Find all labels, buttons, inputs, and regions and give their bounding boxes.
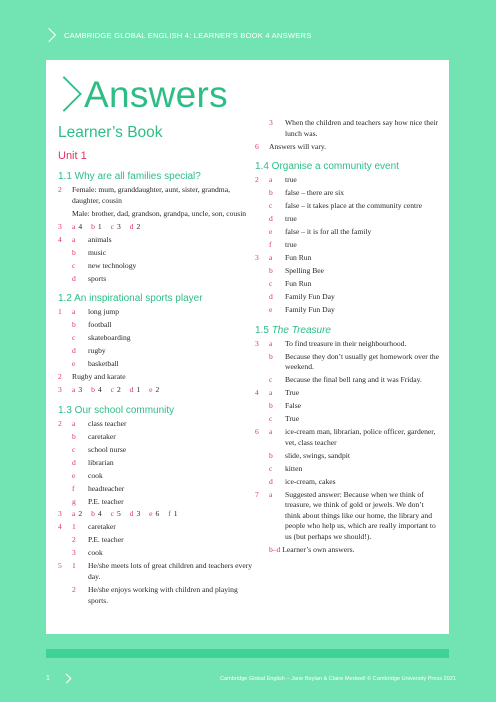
answer-row [255,339,440,350]
question-number: 4 [255,388,259,398]
content-panel [46,60,449,634]
answer-text: ice-cream, cakes [285,476,336,486]
section-heading: 1.1 Why are all families special? [58,171,201,182]
answer-row [58,274,258,285]
answer-text: caretaker [88,522,116,532]
answer-text: ice-cream man, librarian, police officer, gardener, vet, class teacher [285,427,436,447]
answer-value: 3 [78,385,83,394]
answer-text: Because they don’t usually get homework over the weekend. [285,351,440,372]
answer-letter: b [72,431,76,441]
answer-text: false – there are six [285,188,345,198]
answer-row [58,248,258,259]
answer-letter: c [110,221,114,231]
answer-row [255,477,440,488]
answer-value: 6 [155,509,160,519]
section-heading [255,325,440,336]
answer-letter: 2 [72,535,76,545]
answer-text: True [285,414,300,424]
answer-row [255,214,440,225]
answer-letter: d [72,273,76,283]
answer-value: 2 [155,385,160,394]
question-number: 3 [255,253,259,263]
answer-letter: a [269,253,273,263]
left-column [58,124,258,609]
answer-row [58,385,258,396]
answer-text: Because the final bell rang and it was Friday. [285,375,422,385]
answer-value: 3 [136,509,141,519]
answer-row [58,509,258,520]
answer-row [58,445,258,456]
answer-letter: b [72,247,76,257]
question-number: 2 [58,418,62,428]
chevron-right-icon [42,28,56,42]
answer-text: animals [88,234,112,244]
question-number: 6 [255,141,259,151]
answer-text: Family Fun Day [285,292,335,302]
answer-row [255,266,440,277]
answer-letter: d [269,476,273,486]
answer-text: Spelling Bee [285,266,325,276]
unit-heading: Unit 1 [58,150,87,162]
answer-value: 1 [136,385,141,394]
answer-letter: b [91,221,95,231]
answer-text: He/she enjoys working with children and playing sports. [88,585,238,605]
answer-text: cook [88,548,103,558]
answer-letter: a [269,338,273,348]
answer-row [58,185,258,206]
answer-text: Fun Run [285,253,312,263]
answer-row [255,227,440,238]
answer-letter: f [168,509,171,519]
section-heading: 1.4 Organise a community event [255,161,399,173]
question-number: 5 [58,561,62,571]
answer-text: Rugby and karate [72,372,126,382]
answer-letter: e [269,227,273,237]
answer-text: kitten [285,463,303,473]
answer-row [58,359,258,370]
answer-letter: b–d [269,545,281,554]
answer-text: class teacher [88,418,127,428]
answer-row [58,419,258,430]
answer-row [58,548,258,559]
answer-text: P.E. teacher [88,496,124,506]
answer-value: 4 [97,509,102,519]
answer-row [255,375,440,386]
section-heading: 1.3 Our school community [58,404,175,416]
answer-text: long jump [88,307,120,317]
answer-text: cook [88,470,103,480]
answer-letter: d [129,509,134,519]
answer-value: 1 [173,509,178,519]
answer-row [255,175,440,186]
answer-letter: a [72,307,76,317]
answer-row [58,222,258,233]
book-heading: Learner’s Book [58,124,163,141]
question-number: 1 [58,307,62,317]
answer-row [255,401,440,412]
answer-letter: b [269,266,273,276]
answer-letter: c [110,509,114,519]
answer-text: He/she meets lots of great children and teachers every day. [88,561,253,582]
page-number: 1 [46,675,50,682]
answer-letter: 1 [72,561,76,571]
answer-row [255,414,440,425]
question-number: 2 [58,372,62,382]
answer-letter: c [269,375,273,385]
answer-letter: 3 [269,118,273,127]
question-number: 6 [255,427,259,437]
answer-letter: b [91,509,95,519]
answer-letter: b [269,450,273,460]
answer-text: false – it is for all the family [285,227,372,237]
chevron-right-icon [46,76,82,112]
answer-row [255,451,440,462]
answer-row [255,427,440,448]
answer-row [255,188,440,199]
page-title: Answers [84,74,228,115]
answer-row [58,471,258,482]
answer-row [255,201,440,212]
answer-letter: a [269,388,273,398]
answer-letter: b [72,320,76,330]
answer-letter: d [129,385,134,394]
answer-row [58,458,258,469]
answer-letter: g [72,496,76,506]
answer-text: Female: mum, granddaughter, aunt, sister, grandma, daughter, cousin [72,185,230,205]
answer-letter: c [72,260,76,270]
answer-letter: c [269,414,273,424]
answer-value: 1 [97,221,102,231]
answer-letter: c [72,333,76,343]
answer-row [58,484,258,495]
answer-text: Learner’s own answers. [282,545,355,554]
answer-row [58,320,258,331]
chevron-right-icon [62,674,72,684]
answer-row [58,307,258,318]
answer-letter: c [269,201,273,211]
answer-text: true [285,240,297,250]
answer-letter: e [149,385,153,394]
answer-row [58,235,258,246]
answer-text: true [285,175,297,185]
answer-letter: a [72,509,76,519]
answer-letter: a [269,489,273,499]
question-number: 4 [58,522,62,532]
answer-letter: c [269,463,273,473]
answer-text: Fun Run [285,279,312,289]
answer-value: 2 [116,385,121,394]
answer-row [255,545,440,556]
answer-text: P.E. teacher [88,535,124,545]
answer-value: 3 [116,221,121,231]
answer-row [255,118,440,139]
answer-letter: d [72,346,76,356]
answer-row [58,261,258,272]
answer-letter: a [72,221,76,231]
answer-text: headteacher [88,483,125,493]
answer-row [58,497,258,508]
answer-text: football [88,320,112,330]
answer-row [255,279,440,290]
answer-row [255,142,440,153]
answer-row [58,535,258,546]
answer-letter: a [72,418,76,428]
answer-text: true [285,214,297,224]
answer-row [255,292,440,303]
answer-letter: e [72,359,76,369]
answer-row [58,561,258,582]
answer-letter: d [269,292,273,302]
question-number: 7 [255,489,259,499]
answer-letter: 3 [72,548,76,558]
answer-letter: d [269,214,273,224]
answer-letter: a [72,385,76,394]
answer-text: False [285,401,302,411]
question-number: 3 [58,509,62,519]
answer-letter: f [72,483,75,493]
answer-row [255,305,440,316]
answer-value: 2 [78,509,83,519]
answer-text: music [88,247,107,257]
answer-text: sports [88,273,107,283]
answer-row [58,333,258,344]
answer-letter: b [269,188,273,198]
answer-value: 4 [97,385,102,394]
answer-text: new technology [88,260,137,270]
answer-row [58,346,258,357]
answer-text: True [285,388,300,398]
answer-text: caretaker [88,431,116,441]
question-number: 2 [58,185,62,194]
answer-text: basketball [88,359,119,369]
answer-row [255,352,440,373]
answer-value: 2 [136,221,141,231]
question-number: 3 [255,338,259,348]
section-heading-italic: The Treasure [271,324,331,336]
footer-credit: Cambridge Global English – Jane Boylan & Claire Medwell © Cambridge University Press 2021 [219,676,456,682]
answer-letter: d [72,457,76,467]
answer-text: Male: brother, dad, grandson, grandpa, uncle, son, cousin [72,208,247,218]
answer-value: 4 [78,221,83,231]
footer-bar [46,649,449,658]
answer-text: Family Fun Day [285,305,335,315]
answer-text: Suggested answer: Because when we think of treasure, we think of gold or jewels. We don’t think about things like our home, the library and people who help us, which are really important to us (but perhaps we should!). [285,489,436,542]
answer-letter: c [110,385,114,394]
answer-text: slide, swings, sandpit [285,450,350,460]
question-number: 4 [58,234,62,244]
answer-text: When the children and teachers say how nice their lunch was. [285,118,439,138]
answer-text: To find treasure in their neighbourhood. [285,338,407,348]
answer-row [58,209,258,220]
answer-letter: a [269,175,273,185]
section-heading: 1.2 An inspirational sports player [58,293,203,305]
answer-text: school nurse [88,444,127,454]
answer-letter: e [269,305,273,315]
answer-row [255,490,440,543]
answer-text: false – it takes place at the community centre [285,201,423,211]
answer-text: rugby [88,346,106,356]
answer-row [255,240,440,251]
right-column [255,118,440,558]
section-heading-prefix: 1.5 [255,324,272,336]
question-number: 3 [58,385,62,394]
question-number: 2 [255,175,259,185]
page-header [0,0,496,42]
answer-text: skateboarding [88,333,131,343]
answer-letter: 2 [72,585,76,594]
answer-row [58,432,258,443]
question-number: 3 [58,221,62,231]
answer-row [255,388,440,399]
answer-row [255,464,440,475]
answer-letter: a [72,234,76,244]
answer-letter: a [269,427,273,437]
answer-letter: e [72,470,76,480]
answer-value: 5 [116,509,121,519]
answer-letter: d [129,221,134,231]
answer-letter: e [149,509,153,519]
answer-text: librarian [88,457,114,467]
answer-letter: c [269,279,273,289]
answer-row [58,522,258,533]
answer-letter: b [269,351,273,361]
answer-letter: 1 [72,522,76,532]
answer-letter: c [72,444,76,454]
answer-row [58,372,258,383]
answer-row [255,253,440,264]
answer-row [58,585,258,606]
answer-letter: b [269,401,273,411]
answer-letter: f [269,240,272,250]
answer-text: Answers will vary. [269,141,327,151]
answer-letter: b [91,385,95,394]
header-title: CAMBRIDGE GLOBAL ENGLISH 4: LEARNER'S BOOK 4 ANSWERS [64,31,312,40]
